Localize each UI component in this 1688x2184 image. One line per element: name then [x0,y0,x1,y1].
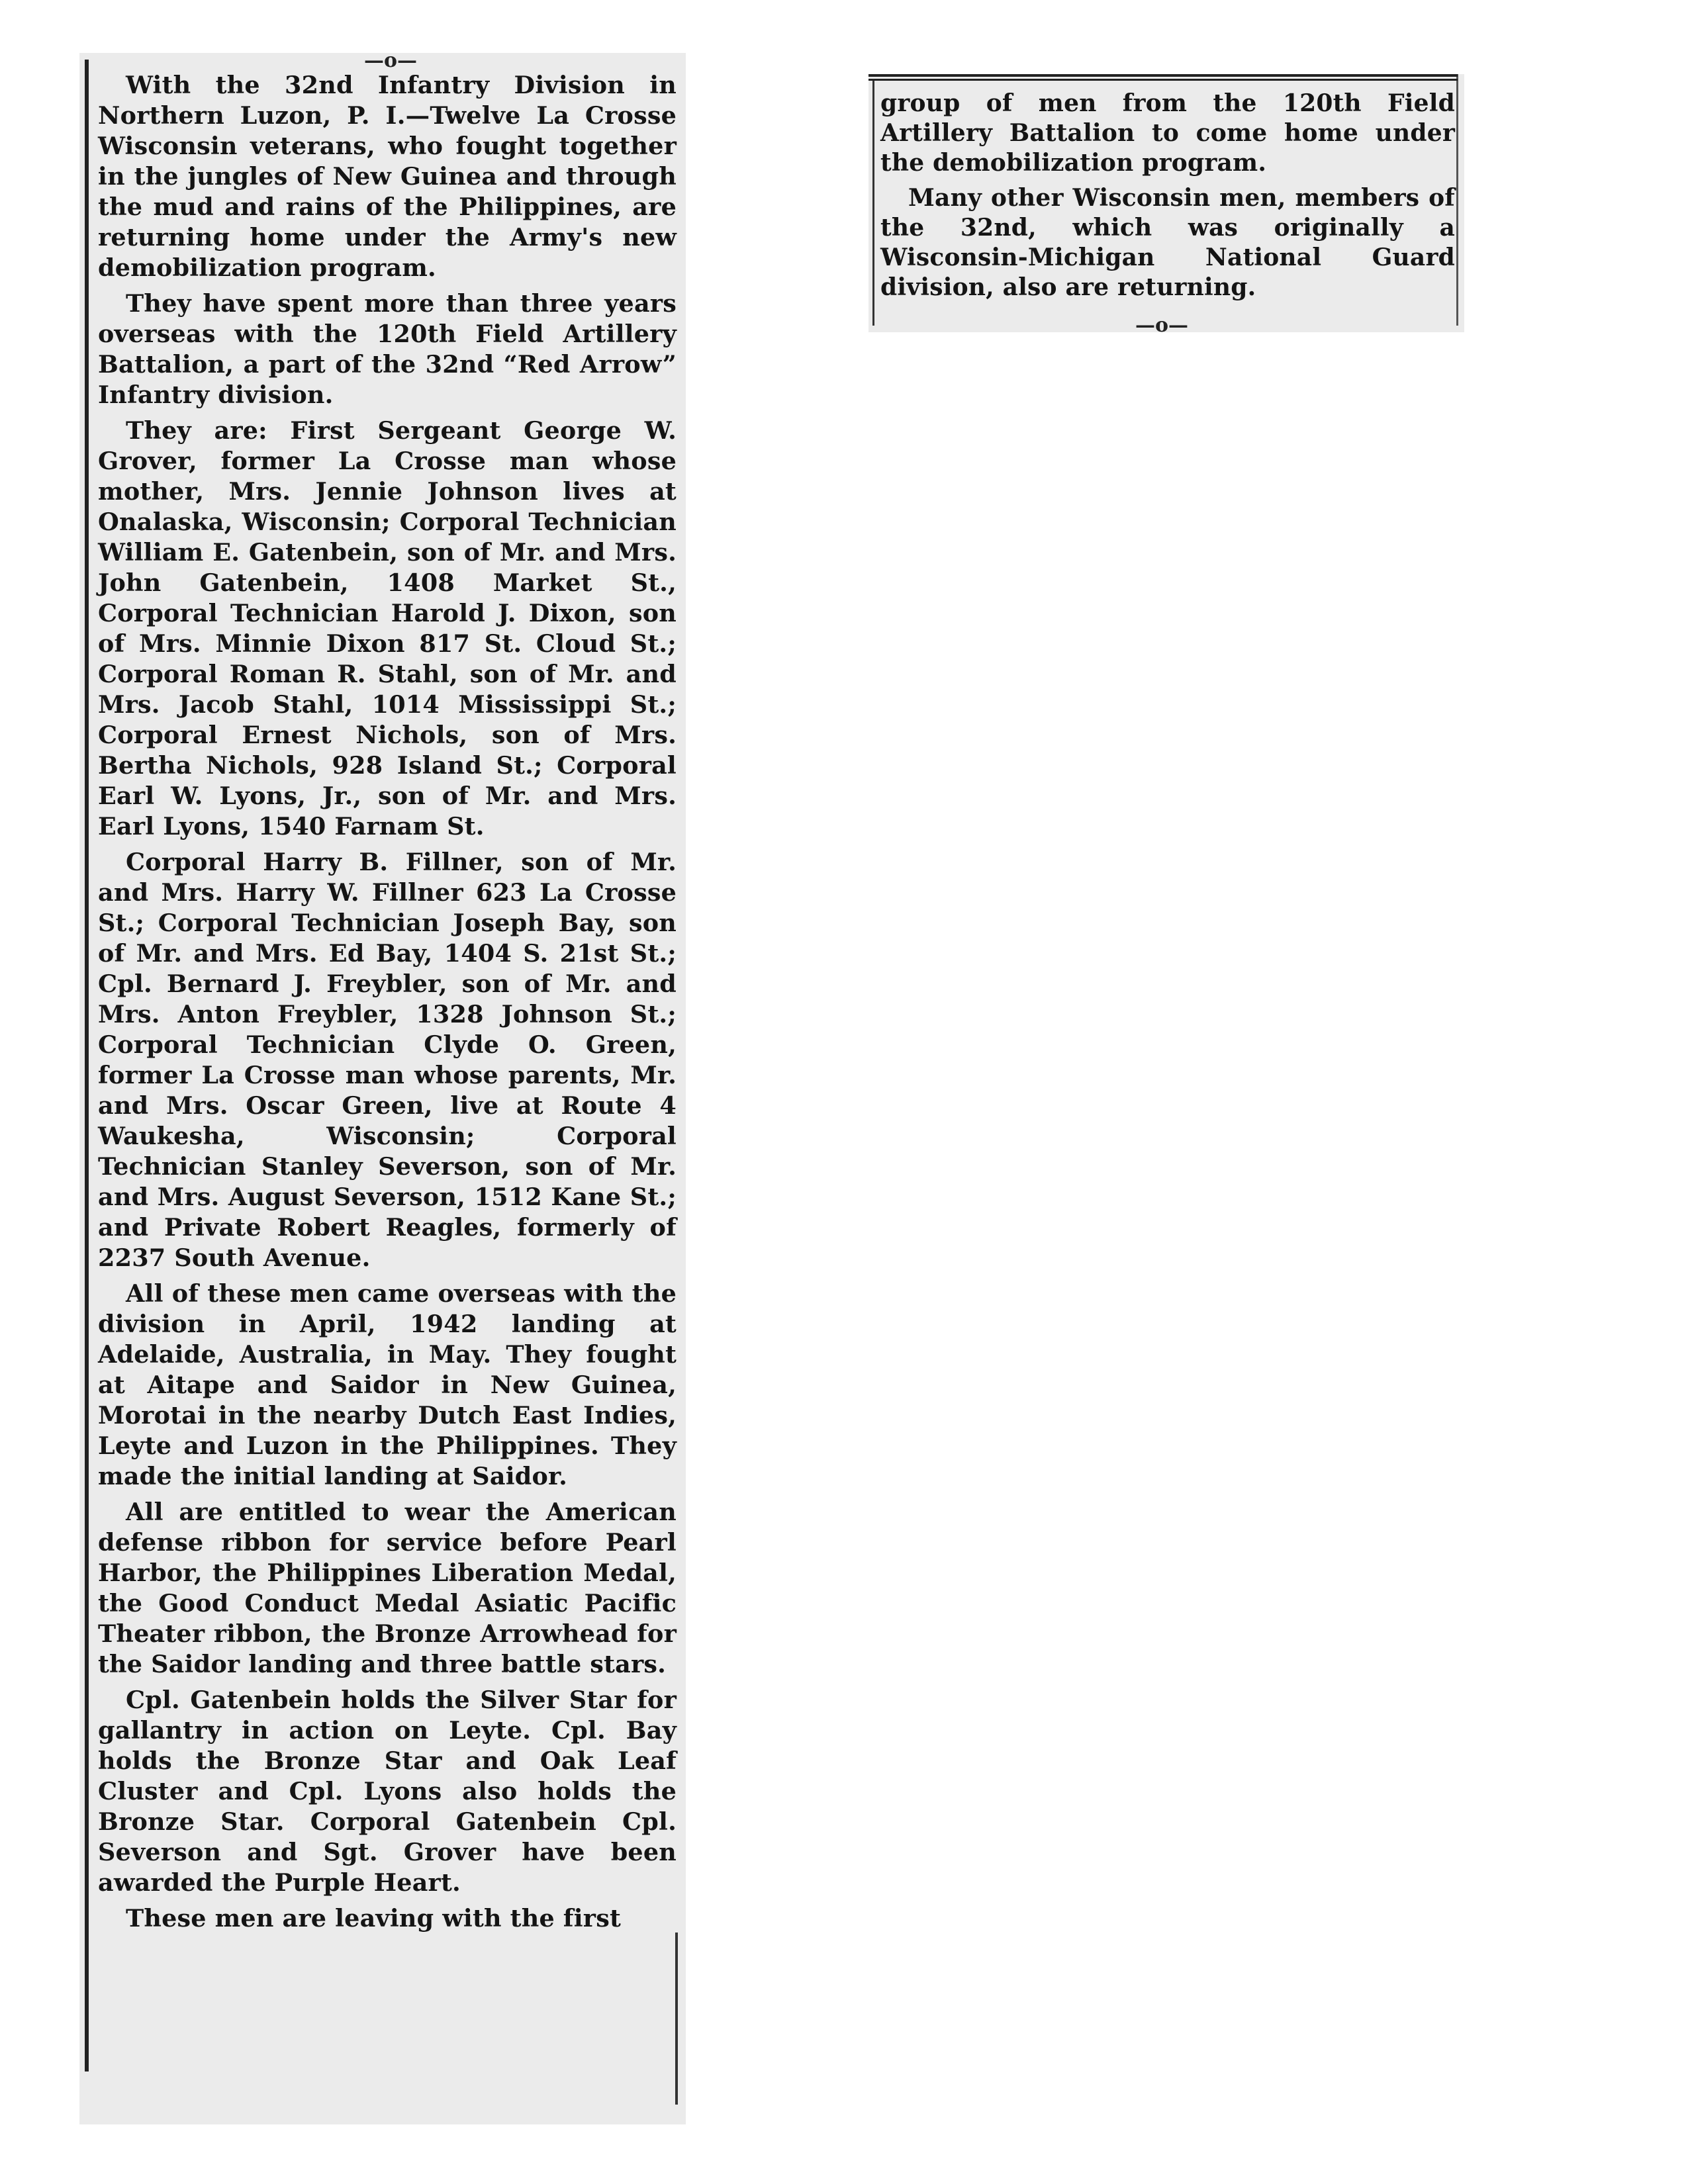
separator-ornament: —o— [363,49,417,72]
article-paragraph: These men are leaving with the first [126,1904,622,1933]
article-paragraph: Corporal Harry B. Fillner, son of Mr. and Mrs. Harry W. Fillner 623 La Crosse St.; Corporal Technician Joseph Bay, son of Mr. and Mrs. Ed Bay, 1404 S. 21st St.; Cpl. Bernard J. Freybler, son of Mr. and Mrs. Anton Freybler, 1328 Johnson St.; Corporal Technician Clyde O. Green, former La Crosse man whose parents, Mr. and Mrs. Oscar Green, live at Route 4 Waukesha, Wisconsin; Corporal Technician Stanley Severson, son of Mr. and Mrs. August Severson, 1512 Kane St.; and Private Robert Reagles, formerly of 2237 South Avenue. [98,848,677,1272]
column-rule [85,60,89,2071]
article-paragraph: All of these men came overseas with the division in April, 1942 landing at Adelaide, Australia, in May. They fought at Aitape and Saidor in New Guinea, Morotai in the nearby Dutch East Indies, Leyte and Luzon in the Philippines. They made the initial landing at Saidor. [98,1279,677,1490]
column-rule [872,81,874,326]
article-paragraph: With the 32nd Infantry Division in Northern Luzon, P. I.—Twelve La Crosse Wisconsin veterans, who fought together in the jungles of New Guinea and through the mud and rains of the Philippines, are returning home under the Army's new demobilization program. [98,71,677,282]
article-paragraph: Cpl. Gatenbein holds the Silver Star for gallantry in action on Leyte. Cpl. Bay holds the Bronze Star and Oak Leaf Cluster and Cpl. Lyons also holds the Bronze Star. Corporal Gatenbein Cpl. Severson and Sgt. Grover have been awarded the Purple Heart. [98,1686,677,1897]
article-paragraph: They are: First Sergeant George W. Grover, former La Crosse man whose mother, Mrs. Jennie Johnson lives at Onalaska, Wisconsin; Corporal Technician William E. Gatenbein, son of Mr. and Mrs. John Gatenbein, 1408 Market St., Corporal Technician Harold J. Dixon, son of Mrs. Minnie Dixon 817 St. Cloud St.; Corporal Roman R. Stahl, son of Mr. and Mrs. Jacob Stahl, 1014 Mississippi St.; Corporal Ernest Nichols, son of Mrs. Bertha Nichols, 928 Island St.; Corporal Earl W. Lyons, Jr., son of Mr. and Mrs. Earl Lyons, 1540 Farnam St. [98,416,677,841]
article-clipping-continuation [868,74,1464,337]
article-paragraph: Many other Wisconsin men, members of the 32nd, which was originally a Wisconsin-Michigan National Guard division, also are returning. [880,184,1455,301]
column-rule [1456,74,1458,326]
header-double-rule [868,74,1458,81]
column-rule [675,1933,678,2105]
article-paragraph: They have spent more than three years overseas with the 120th Field Artillery Battalion, a part of the 32nd “Red Arrow” Infantry division. [98,289,677,409]
article-paragraph: group of men from the 120th Field Artillery Battalion to come home under the demobilization program. [880,89,1455,177]
separator-ornament: —o— [1135,314,1188,337]
article-clipping-main [79,49,686,2124]
article-paragraph: All are entitled to wear the American defense ribbon for service before Pearl Harbor, the Philippines Liberation Medal, the Good Conduct Medal Asiatic Pacific Theater ribbon, the Bronze Arrowhead for the Saidor landing and three battle stars. [98,1498,677,1678]
